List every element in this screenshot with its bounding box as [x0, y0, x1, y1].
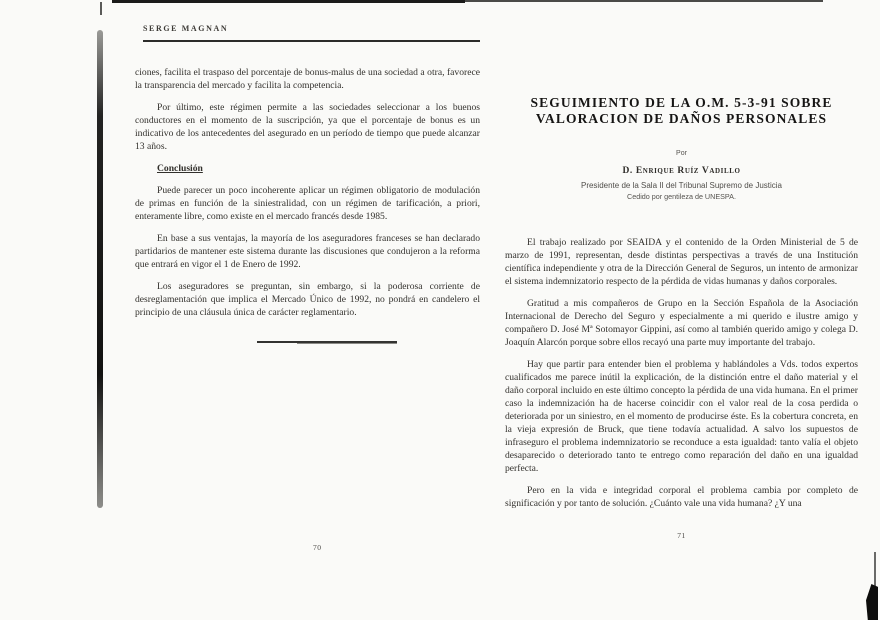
paragraph: En base a sus ventajas, la mayoría de los aseguradores franceses se han declarado partidarios de mantener este sistema durante las discusiones que condujeron a la reforma que entrará en vigor el 1 de Enero de 1992. [135, 233, 480, 270]
page-number-left: 70 [313, 543, 322, 552]
article-title [505, 95, 858, 126]
paragraph: Los aseguradores se preguntan, sin embargo, si la poderosa corriente de desreglamentación que implica el Mercado Único de 1992, no pondrá en candelero el principio de una cláusula única de carácter reglamentario. [135, 281, 480, 318]
courtesy-note: Cedido por gentileza de UNESPA. [627, 192, 736, 201]
paragraph: ciones, facilita el traspaso del porcentaje de bonus-malus de una sociedad a otra, favorece la transparencia del mercado y facilita la competencia. [135, 67, 480, 91]
scan-right-edge-line [874, 552, 876, 586]
paragraph: Hay que partir para entender bien el problema y hablándoles a Vds. todos expertos cualificados me parece inútil la explicación, de la distinción entre el daño material y el daño corporal incluido en este último concepto la pérdida de una vida humana. En el primer caso la indemnización ha de hacerse coincidir con el valor real de la cosa perdida o deteriorada por un siniestro, en el momento de producirse éste. Es la cobertura concreta, en la vieja expresión de Bruck, que tiene todavía actualidad. A salvo los supuestos de infraseguro el problema indemnizatorio se reconduce a esta igualdad: tanto valía el objeto desaparecido o deteriorado tanto te entrego como reparación del daño en una igualdad perfecta. [505, 359, 858, 474]
scan-gutter-shadow [97, 30, 103, 508]
author-name: D. Enrique Ruíz Vadillo [622, 166, 741, 176]
right-page-body [505, 236, 858, 510]
right-page [505, 0, 858, 620]
conclusion-heading: Conclusión [157, 163, 203, 174]
paragraph: Por último, este régimen permite a las sociedades seleccionar a los buenos conductores en el momento de la suscripción, ya que el porcentaje de bonus es un indicativo de los antecedentes del asegurado en un período de tiempo que puede alcanzar 13 años. [135, 102, 480, 152]
left-page [135, 0, 480, 620]
scan-right-corner-blotch [866, 584, 878, 620]
divider-line-thin [297, 343, 397, 344]
paragraph: Pero en la vida e integridad corporal el problema cambia por completo de significación y por tanto de solución. ¿Cuánto vale una vida humana? ¿Y una [505, 485, 858, 509]
article-title-line2: VALORACION DE DAÑOS PERSONALES [535, 110, 828, 126]
paragraph: El trabajo realizado por SEAIDA y el contenido de la Orden Ministerial de 5 de marzo de 1991, representan, desde distintas perspectivas a través de una Institución científica independiente y otra de la Dirección General de Seguros, un intento de armonizar el sistema indemnizatorio respecto de la pérdida de vidas humanas y daños corporales. [505, 237, 858, 287]
section-divider-rule [257, 341, 397, 345]
byline-por: Por [676, 150, 687, 157]
paragraph: Gratitud a mis compañeros de Grupo en la Sección Española de la Asociación Internacional de Derecho del Seguro y especialmente a mi querido e ilustre amigo y compañero D. José Mª Sotomayor Gippini, así como al también querido amigo y colega D. Joaquín Alarcón porque sobre ellos recayó una parte muy importante del trabajo. [505, 298, 858, 348]
author-role: Presidente de la Sala II del Tribunal Supremo de Justicia [580, 181, 782, 190]
running-header: SERGE MAGNAN [143, 24, 229, 33]
page-number-right: 71 [677, 531, 686, 540]
running-header-rule [143, 40, 480, 42]
paragraph: Puede parecer un poco incoherente aplicar un régimen obligatorio de modulación de primas en función de la siniestralidad, con un régimen de tarificación, a priori, enteramente libre, como existe en el mercado francés desde 1985. [135, 185, 480, 222]
left-page-body [135, 66, 480, 319]
article-title-line1: SEGUIMIENTO DE LA O.M. 5-3-91 SOBRE [530, 95, 833, 110]
scan-corner-mark [100, 2, 102, 15]
